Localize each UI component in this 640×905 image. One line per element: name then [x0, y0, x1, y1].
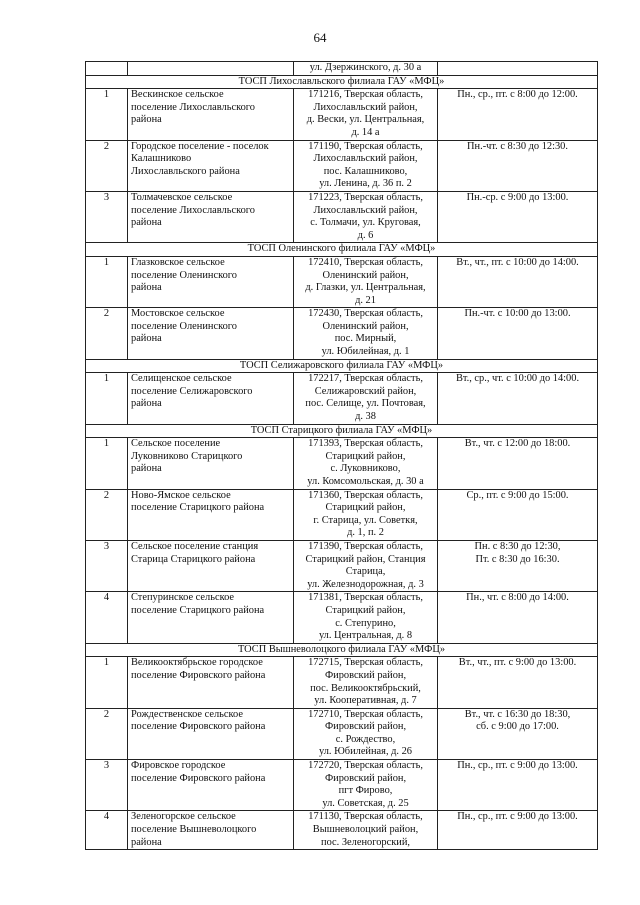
number-cell: 2 — [86, 308, 128, 359]
settlement-name-line: поселение Старицкого района — [131, 604, 265, 616]
settlement-name-line: поселение Фировского района — [131, 721, 266, 733]
section-title: ТОСП Старицкого филиала ГАУ «МФЦ» — [86, 424, 598, 438]
table-row — [86, 489, 598, 540]
address-cell — [294, 308, 438, 359]
number-cell: 1 — [86, 256, 128, 307]
table-row — [86, 708, 598, 759]
settlement-name-line: поселение Оленинского — [131, 320, 238, 332]
hours-cell — [438, 89, 598, 140]
settlement-cell — [128, 256, 294, 307]
settlement-name-line: Фировское городское — [131, 760, 226, 772]
address-line: ул. Дзержинского, д. 30 а — [309, 62, 422, 73]
table-row — [86, 811, 598, 850]
settlement-name-line: Городское поселение - поселок — [131, 140, 269, 152]
hours-cell — [438, 191, 598, 242]
address-line: ул. Кооперативная, д. 7 — [314, 695, 417, 707]
address-cell — [294, 489, 438, 540]
address-line: с. Рождество, — [335, 733, 396, 745]
hours-cell — [438, 140, 598, 191]
hours-line: Пн.-чт. с 8:30 до 12:30. — [467, 140, 568, 152]
table-row — [86, 373, 598, 424]
address-line: д. 21 — [355, 294, 376, 306]
address-line: ул. Ленина, д. 36 п. 2 — [319, 178, 412, 190]
hours-cell — [438, 62, 598, 76]
hours-line: Пн., ср., пт. с 9:00 до 13:00. — [457, 760, 578, 772]
address-cell — [294, 140, 438, 191]
settlement-name-line: поселение Старицкого района — [131, 502, 265, 514]
number-cell: 3 — [86, 540, 128, 591]
hours-line: Вт., чт., пт. с 10:00 до 14:00. — [456, 256, 579, 268]
number-cell: 3 — [86, 191, 128, 242]
hours-cell — [438, 373, 598, 424]
table-row — [86, 657, 598, 708]
settlement-name-line: Зеленогорское сельское — [131, 811, 236, 823]
address-line: 171393, Тверская область, — [308, 438, 423, 450]
table-row — [86, 592, 598, 643]
address-line: с. Луковниково, — [330, 463, 401, 475]
settlement-cell — [128, 438, 294, 489]
address-line: с. Толмачи, ул. Круговая, — [310, 217, 421, 229]
address-line: д. 38 — [355, 411, 376, 423]
number-cell: 4 — [86, 592, 128, 643]
section-title: ТОСП Вышневолоцкого филиала ГАУ «МФЦ» — [86, 643, 598, 657]
table-row — [86, 540, 598, 591]
table-row — [86, 89, 598, 140]
section-header-row — [86, 243, 598, 257]
hours-cell — [438, 657, 598, 708]
address-line: пос. Великооктябрьский, — [310, 682, 421, 694]
address-line: 172715, Тверская область, — [308, 657, 423, 669]
settlement-name-line: Ново-Ямское сельское — [131, 489, 231, 501]
address-line: Лихославльский район, — [313, 153, 418, 165]
settlement-name-line: Сельское поселение — [131, 438, 221, 450]
settlement-cell — [128, 708, 294, 759]
hours-cell — [438, 760, 598, 811]
settlement-name-line: Глазковское сельское — [131, 256, 225, 268]
address-cell — [294, 191, 438, 242]
settlement-cell — [128, 62, 294, 76]
address-line: ул. Советская, д. 25 — [322, 797, 409, 809]
page-number: 64 — [313, 30, 327, 45]
address-cell — [294, 657, 438, 708]
address-line: Фировский район, — [324, 772, 407, 784]
address-line: Старицкий район, — [325, 604, 406, 616]
hours-line: Пн., чт. с 8:00 до 14:00. — [466, 592, 569, 604]
address-line: Оленинский район, — [322, 269, 409, 281]
settlement-cell — [128, 592, 294, 643]
address-line: Лихославльский район, — [313, 204, 418, 216]
hours-line: Вт., ср., чт. с 10:00 до 14:00. — [455, 373, 580, 385]
number-cell: 1 — [86, 89, 128, 140]
address-line: д. Глазки, ул. Центральная, — [305, 282, 426, 294]
address-line: Старицкий район, — [325, 450, 406, 462]
address-line: пос. Зеленогорский, — [321, 836, 410, 848]
address-line: г. Старица, ул. Советкя, — [313, 514, 418, 526]
settlement-name-line: Рождественское сельское — [131, 708, 243, 720]
address-line: д. 1, п. 2 — [347, 527, 384, 539]
address-line: ул. Железнодорожная, д. 3 — [307, 578, 424, 590]
hours-line: Вт., чт. с 12:00 до 18:00. — [464, 438, 571, 450]
mfc-offices-table — [85, 61, 598, 850]
address-cell — [294, 811, 438, 850]
address-line: 171216, Тверская область, — [308, 89, 423, 101]
table-row — [86, 760, 598, 811]
settlement-name-line: Луковниково Старицкого — [131, 450, 243, 462]
hours-line: Пн., ср., пт. с 8:00 до 12:00. — [457, 89, 578, 101]
address-line: Фировский район, — [324, 669, 407, 681]
number-cell: 2 — [86, 708, 128, 759]
hours-cell — [438, 708, 598, 759]
address-line: 171360, Тверская область, — [308, 489, 423, 501]
section-header-row — [86, 75, 598, 89]
settlement-name-line: Лихославльского района — [131, 165, 240, 177]
address-line: Лихославльский район, — [313, 101, 418, 113]
settlement-name-line: района — [131, 333, 162, 345]
address-line: д. 6 — [357, 229, 374, 241]
address-line: 172710, Тверская область, — [308, 708, 423, 720]
settlement-name-line: Степуринское сельское — [131, 592, 235, 604]
hours-line: Вт., чт. с 16:30 до 18:30, — [464, 708, 571, 720]
settlement-cell — [128, 191, 294, 242]
settlement-name-line: района — [131, 398, 162, 410]
number-cell: 4 — [86, 811, 128, 850]
address-cell — [294, 62, 438, 76]
continued-row — [86, 62, 598, 76]
settlement-cell — [128, 760, 294, 811]
settlement-cell — [128, 489, 294, 540]
section-header-row — [86, 424, 598, 438]
settlement-cell — [128, 140, 294, 191]
settlement-cell — [128, 811, 294, 850]
table-row — [86, 191, 598, 242]
address-line: Вышневолоцкий район, — [312, 824, 419, 836]
address-line: д. 14 а — [351, 126, 380, 138]
table-row — [86, 438, 598, 489]
settlement-name-line: Мостовское сельское — [131, 308, 225, 320]
hours-line: Пт. с 8:30 до 16:30. — [475, 553, 560, 565]
hours-cell — [438, 592, 598, 643]
address-line: ул. Юбилейная, д. 1 — [321, 346, 410, 358]
address-line: 171390, Тверская область, — [308, 540, 423, 552]
settlement-name-line: района — [131, 463, 162, 475]
number-cell: 3 — [86, 760, 128, 811]
settlement-name-line: поселение Лихославльского — [131, 204, 255, 216]
section-header-row — [86, 643, 598, 657]
address-line: Оленинский район, — [322, 320, 409, 332]
section-header-row — [86, 359, 598, 373]
hours-line: Пн. с 8:30 до 12:30, — [474, 540, 561, 552]
address-cell — [294, 540, 438, 591]
address-cell — [294, 760, 438, 811]
hours-line: Пн.-ср. с 9:00 до 13:00. — [466, 191, 569, 203]
address-line: 171190, Тверская область, — [308, 140, 423, 152]
hours-line: Пн.-чт. с 10:00 до 13:00. — [464, 308, 571, 320]
hours-line: Вт., чт., пт. с 9:00 до 13:00. — [458, 657, 577, 669]
section-title: ТОСП Лихославльского филиала ГАУ «МФЦ» — [86, 75, 598, 89]
settlement-name-line: района — [131, 282, 162, 294]
address-line: 172430, Тверская область, — [308, 308, 423, 320]
hours-cell — [438, 811, 598, 850]
settlement-name-line: Великооктябрьское городское — [131, 657, 263, 669]
address-line: 172720, Тверская область, — [308, 760, 423, 772]
settlement-name-line: Калашниково — [131, 153, 192, 165]
settlement-name-line: района — [131, 836, 162, 848]
address-line: ул. Юбилейная, д. 26 — [318, 746, 413, 758]
hours-cell — [438, 540, 598, 591]
address-cell — [294, 256, 438, 307]
address-line: 171130, Тверская область, — [308, 811, 423, 823]
address-line: Селижаровский район, — [314, 385, 417, 397]
hours-cell — [438, 256, 598, 307]
address-line: 171381, Тверская область, — [308, 592, 423, 604]
address-line: ул. Центральная, д. 8 — [318, 630, 413, 642]
settlement-cell — [128, 373, 294, 424]
settlement-name-line: района — [131, 114, 162, 126]
number-cell: 1 — [86, 373, 128, 424]
settlement-name-line: Старица Старицкого района — [131, 553, 256, 565]
hours-cell — [438, 308, 598, 359]
address-line: д. Вески, ул. Центральная, — [306, 114, 425, 126]
settlement-name-line: Сельское поселение станция — [131, 540, 259, 552]
settlement-cell — [128, 308, 294, 359]
settlement-name-line: района — [131, 217, 162, 229]
settlement-name-line: поселение Фировского района — [131, 669, 266, 681]
hours-line: Ср., пт. с 9:00 до 15:00. — [466, 489, 569, 501]
settlement-name-line: поселение Оленинского — [131, 269, 238, 281]
settlement-cell — [128, 540, 294, 591]
number-cell: 2 — [86, 140, 128, 191]
section-title: ТОСП Оленинского филиала ГАУ «МФЦ» — [86, 243, 598, 257]
settlement-cell — [128, 89, 294, 140]
address-line: 172217, Тверская область, — [308, 373, 423, 385]
settlement-name-line: Толмачевское сельское — [131, 191, 233, 203]
number-cell: 1 — [86, 438, 128, 489]
address-line: 171223, Тверская область, — [308, 191, 423, 203]
settlement-name-line: поселение Фировского района — [131, 772, 266, 784]
address-cell — [294, 373, 438, 424]
address-cell — [294, 438, 438, 489]
address-cell — [294, 89, 438, 140]
address-line: пос. Мирный, — [334, 333, 397, 345]
address-cell — [294, 592, 438, 643]
address-line: с. Степурино, — [335, 617, 396, 629]
hours-cell — [438, 438, 598, 489]
address-line: ул. Комсомольская, д. 30 а — [307, 476, 424, 487]
number-cell: 2 — [86, 489, 128, 540]
address-line: пгт Фирово, — [338, 785, 393, 797]
settlement-name-line: Селищенское сельское — [131, 373, 232, 385]
settlement-name-line: поселение Лихославльского — [131, 101, 255, 113]
address-cell — [294, 708, 438, 759]
table-row — [86, 140, 598, 191]
section-title: ТОСП Селижаровского филиала ГАУ «МФЦ» — [86, 359, 598, 373]
address-line: пос. Селище, ул. Почтовая, — [305, 398, 426, 410]
hours-line: Пн., ср., пт. с 9:00 до 13:00. — [457, 811, 578, 823]
number-cell: 1 — [86, 657, 128, 708]
settlement-cell — [128, 657, 294, 708]
settlement-name-line: поселение Селижаровского — [131, 385, 253, 397]
address-line: 172410, Тверская область, — [308, 256, 423, 268]
address-line: Старицкий район, — [325, 502, 406, 514]
settlement-name-line: поселение Вышневолоцкого — [131, 824, 257, 836]
hours-line: сб. с 9:00 до 17:00. — [476, 721, 559, 733]
address-line: пос. Калашниково, — [323, 165, 408, 177]
number-cell — [86, 62, 128, 76]
hours-cell — [438, 489, 598, 540]
table-row — [86, 256, 598, 307]
address-line: Старица, — [345, 566, 386, 578]
address-line: Фировский район, — [324, 721, 407, 733]
table-row — [86, 308, 598, 359]
settlement-name-line: Вескинское сельское — [131, 89, 224, 101]
address-line: Старицкий район, Станция — [305, 553, 426, 565]
